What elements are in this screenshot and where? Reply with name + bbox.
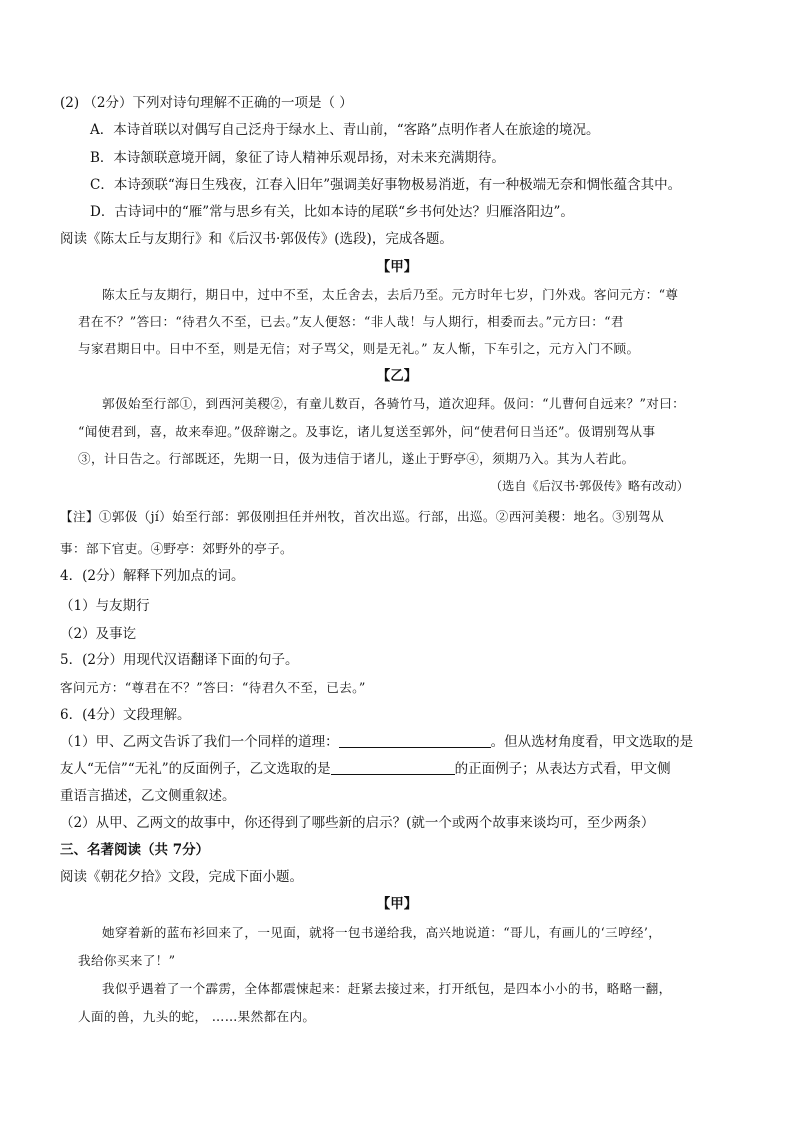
answer-blank-1[interactable] (339, 733, 491, 748)
q2-option-d: D．古诗词中的“雁”常与思乡有关，比如本诗的尾联“乡书何处达？归雁洛阳边”。 (90, 204, 574, 220)
jia-line-1: 陈太丘与友期行，期日中，过中不至，太丘舍去，去后乃至。元方时年七岁，门外戏。客问元方：“尊 (102, 287, 679, 302)
note-line-2: 事：部下官吏。④野亭：郊野外的亭子。 (60, 541, 293, 556)
answer-blank-2[interactable] (331, 760, 455, 775)
q5-sentence: 客问元方：“尊君在不？”答曰：“待君久不至，已去。” (60, 680, 366, 695)
section3-line-4: 人面的兽，九头的蛇， ……果然都在内。 (78, 1009, 316, 1024)
jia-line-2: 君在不？”答曰：“待君久不至，已去。”友人便怒：“非人哉！与人期行，相委而去。”元方曰：“君 (78, 314, 624, 329)
yi-line-2: “闻使君到，喜，故来奉迎。”伋辞谢之。及事讫，诸儿复送至郭外，问“使君何日当还”。伋谓别驾从事 (78, 424, 656, 439)
yi-source: （选自《后汉书·郭伋传》略有改动） (490, 479, 689, 493)
q6-part1-line3: 重语言描述，乙文侧重叙述。 (60, 788, 236, 804)
jia-heading: 【甲】 (376, 259, 418, 275)
section3-heading: 三、名著阅读（共 7分） (60, 842, 210, 858)
q4-item-1: （1）与友期行 (60, 598, 150, 614)
yi-line-1: 郭伋始至行部①，到西河美稷②，有童儿数百，各骑竹马，道次迎拜。伋问：“儿曹何自远来？”对曰： (102, 396, 686, 411)
q6-part1-line2 (60, 760, 671, 778)
q4-item-2: （2）及事讫 (60, 626, 137, 642)
section3-line-1: 她穿着新的蓝布衫回来了，一见面，就将一包书递给我，高兴地说道：“哥儿，有画儿的‘三哼经’， (102, 925, 662, 940)
q2-option-a: A．本诗首联以对偶写自己泛舟于绿水上、青山前，“客路”点明作者人在旅途的境况。 (90, 122, 600, 138)
q4-stem: 4．(2分）解释下列加点的词。 (60, 568, 245, 584)
jia-line-3: 与家君期日中。日中不至，则是无信；对子骂父，则是无礼。” 友人惭，下车引之，元方入门不顾。 (78, 341, 640, 356)
q2-stem: (2) （2分）下列对诗句理解不正确的一项是（ ） (60, 95, 353, 111)
q6-part1-text-c: 友人“无信”“无礼”的反面例子，乙文选取的是 (60, 761, 331, 777)
section3-intro: 阅读《朝花夕拾》文段，完成下面小题。 (60, 869, 303, 885)
q5-stem: 5．(2分）用现代汉语翻译下面的句子。 (60, 652, 299, 668)
q6-part1-text-a: （1）甲、乙两文告诉了我们一个同样的道理： (60, 734, 339, 750)
yi-heading: 【乙】 (376, 368, 418, 384)
q6-part1-line1 (60, 733, 693, 751)
q6-part2: （2）从甲、乙两文的故事中，你还得到了哪些新的启示？(就一个或两个故事来谈均可，至少两条） (60, 815, 655, 831)
section3-line-3: 我似乎遇着了一个霹雳，全体都震悚起来：赶紧去接过来，打开纸包，是四本小小的书，略略一翻， (102, 981, 672, 996)
reading-intro: 阅读《陈太丘与友期行》和《后汉书·郭伋传》(选段)，完成各题。 (60, 231, 453, 247)
q6-part1-text-d: 的正面例子；从表达方式看，甲文侧 (454, 761, 671, 777)
q6-stem: 6．(4分）文段理解。 (60, 707, 191, 723)
q2-option-b: B．本诗颔联意境开阔，象征了诗人精神乐观昂扬，对未来充满期待。 (90, 150, 505, 166)
q6-part1-text-b: 。但从选材角度看，甲文选取的是 (490, 734, 694, 750)
yi-line-3: ③，计日告之。行部既还，先期一日，伋为违信于诸儿，遂止于野亭④，须期乃入。其为人若此。 (78, 451, 635, 466)
section3-sub-heading: 【甲】 (376, 896, 418, 912)
q2-option-c: C．本诗颈联“海日生残夜，江春入旧年”强调美好事物极易消逝，有一种极端无奈和惆怅蕴含其中。 (90, 177, 682, 193)
note-line-1: 【注】①郭伋（jí）始至行部：郭伋刚担任并州牧，首次出巡。行部，出巡。②西河美稷：地名。③别驾从 (60, 509, 665, 524)
section3-line-2: 我给你买来了！” (78, 953, 176, 968)
